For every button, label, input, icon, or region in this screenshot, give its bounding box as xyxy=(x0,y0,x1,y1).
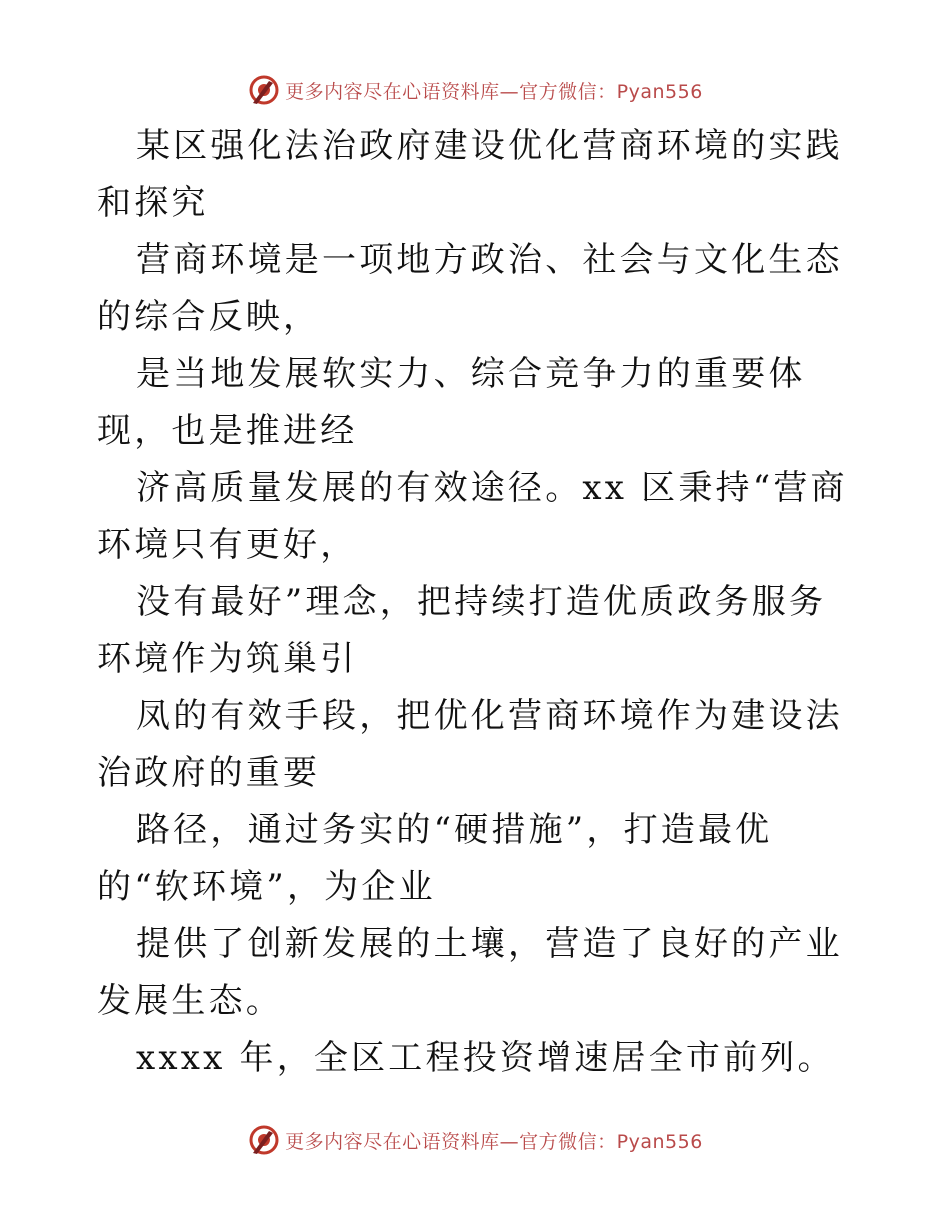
paragraph: 路径，通过务实的“硬措施”，打造最优的“软环境”，为企业 xyxy=(97,810,773,907)
watermark-text: 更多内容尽在心语资料库—官方微信：Pyan556 xyxy=(285,80,703,103)
paragraph: 济高质量发展的有效途径。xx 区秉持“营商环境只有更好， xyxy=(97,468,848,565)
watermark-footer xyxy=(0,1120,950,1160)
paragraph: 凤的有效手段，把优化营商环境作为建设法治政府的重要 xyxy=(97,696,843,793)
watermark-header xyxy=(0,70,950,110)
quill-logo-icon xyxy=(247,1123,281,1157)
paragraph: 没有最好”理念，把持续打造优质政务服务环境作为筑巢引 xyxy=(97,582,827,679)
document-body xyxy=(97,118,857,1087)
quill-logo-icon xyxy=(247,73,281,107)
document-title: 某区强化法治政府建设优化营商环境的实践和探究 xyxy=(97,126,843,223)
paragraph: xxxx 年，全区工程投资增速居全市前列。 xyxy=(136,1038,835,1078)
paragraph: 是当地发展软实力、综合竞争力的重要体现，也是推进经 xyxy=(97,354,806,451)
paragraph: 提供了创新发展的土壤，营造了良好的产业发展生态。 xyxy=(97,924,843,1021)
paragraph: 营商环境是一项地方政治、社会与文化生态的综合反映， xyxy=(97,240,843,337)
watermark-text: 更多内容尽在心语资料库—官方微信：Pyan556 xyxy=(285,1130,703,1153)
